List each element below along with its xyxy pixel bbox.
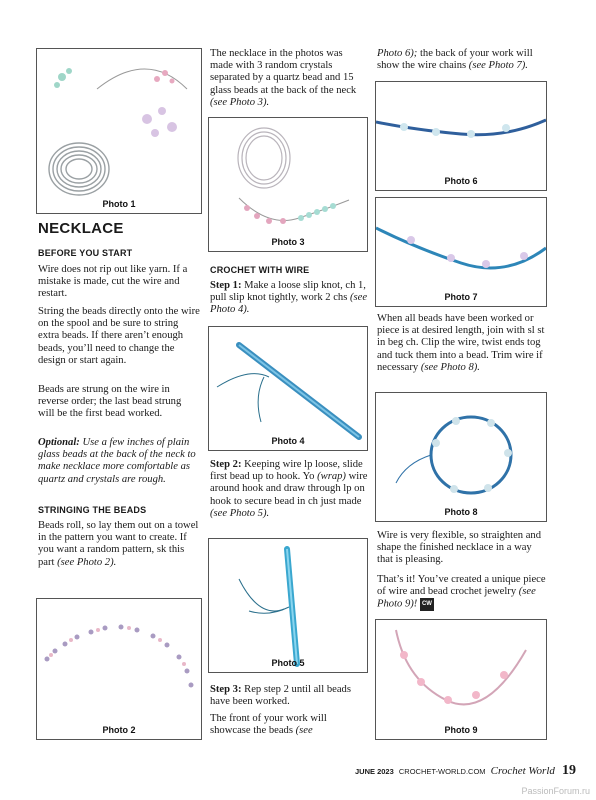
footer-magazine: Crochet World — [490, 765, 555, 777]
section-title: NECKLACE — [38, 220, 124, 237]
photo-9 — [375, 619, 547, 740]
paragraph — [38, 520, 200, 569]
photo-4 — [208, 326, 368, 451]
photo-caption: Photo 7 — [444, 292, 478, 302]
photo-1-image — [37, 49, 201, 213]
join-paragraph — [377, 313, 549, 374]
subhead-crochet: CROCHET WITH WIRE — [210, 265, 310, 275]
step-label: Step 2: — [210, 459, 242, 470]
page-number: 19 — [562, 763, 576, 778]
step-text: wire around hook and draw through lp on hook to secure bead in ch just made — [210, 471, 368, 507]
optional-note — [38, 437, 200, 486]
photo-6 — [375, 81, 547, 191]
para-ref: Photo 6); — [377, 48, 418, 59]
subhead-before: BEFORE YOU START — [38, 248, 133, 258]
step-label: Step 1: — [210, 280, 242, 291]
end-mark-icon: CW — [420, 598, 434, 610]
step-label: Step 3: — [210, 684, 242, 695]
para-ref: (see Photo 2). — [57, 556, 117, 568]
photo-caption: Photo 4 — [271, 436, 305, 446]
photo-9-image — [376, 620, 546, 739]
step-text: Keeping wire lp loose, slide first bead up to hook. Yo — [210, 459, 363, 483]
step-ref: (see Photo 5). — [210, 507, 270, 519]
paragraph: Wire does not rip out like yarn. If a mistake is made, cut the wire and restart. — [38, 264, 188, 300]
subhead-stringing: STRINGING THE BEADS — [38, 505, 147, 515]
para-ref: (see Photo 8). — [420, 361, 480, 373]
para-ref: (see — [295, 725, 313, 737]
intro-paragraph — [210, 48, 368, 109]
para-text: That’s it! You’ve created a unique piece of wire and bead crochet jewelry — [377, 574, 546, 598]
photo-caption: Photo 9 — [444, 725, 478, 735]
photo-7-image — [376, 198, 546, 306]
photo-caption: Photo 8 — [444, 507, 478, 517]
photo-caption: Photo 2 — [102, 725, 136, 735]
photo-1 — [36, 48, 202, 214]
photo-5 — [208, 538, 368, 673]
photo-caption: Photo 3 — [271, 237, 305, 247]
photo-2 — [36, 598, 202, 740]
watermark: PassionForum.ru — [521, 786, 590, 796]
flex-paragraph: Wire is very flexible, so straighten and shape the finished necklace in a way that is pleasing. — [377, 530, 542, 566]
paragraph: Beads are strung on the wire in reverse order; the last bead strung will be the first bead worked. — [38, 384, 182, 420]
photo-caption: Photo 5 — [271, 658, 305, 668]
photo-2-image — [37, 599, 201, 739]
page-footer — [355, 763, 576, 779]
photo-7 — [375, 197, 547, 307]
photo-5-image — [209, 539, 367, 672]
step-3 — [210, 684, 368, 708]
photo-caption: Photo 6 — [444, 176, 478, 186]
para-text: The front of your work will showcase the beads — [210, 713, 327, 737]
step-ref: (wrap) — [317, 471, 346, 483]
step-1 — [210, 280, 368, 317]
footer-date: JUNE 2023 — [354, 767, 394, 776]
para-ref: (see Photo 9)! — [377, 586, 536, 610]
para-text: Beads roll, so lay them out on a towel in the pattern you want to create. If you want a random pattern, sk this part — [38, 520, 199, 568]
optional-label: Optional: — [38, 437, 80, 448]
para-text: the back of your work will show the wire chains — [377, 48, 533, 72]
continuation-paragraph — [377, 48, 549, 72]
photo-8 — [375, 392, 547, 522]
photo-4-image — [209, 327, 367, 450]
photo-caption: Photo 1 — [102, 199, 136, 209]
step-2 — [210, 459, 368, 520]
photo-3 — [208, 117, 368, 252]
front-paragraph — [210, 713, 368, 737]
para-text: The necklace in the photos was made with 3 random crystals separated by a quartz bead and 15 glass beads at the back of the neck — [210, 48, 357, 96]
photo-3-image — [209, 118, 367, 251]
step-ref: (see Photo 4). — [210, 292, 368, 316]
footer-site: CROCHET-WORLD.COM — [398, 767, 486, 776]
para-ref: (see Photo 7). — [468, 60, 528, 72]
done-paragraph — [377, 574, 549, 611]
photo-6-image — [376, 82, 546, 190]
paragraph: String the beads directly onto the wire on the spool and be sure to string extra beads. If there aren’t enough beads, you’ll need to change the design or start again. — [38, 306, 200, 366]
photo-8-image — [376, 393, 546, 521]
step-text: Rep step 2 until all beads have been worked. — [210, 684, 351, 708]
para-text: When all beads have been worked or piece is at desired length, join with sl st in beg ch. Clip the wire, twist ends tog and tuck them into a bead. Trim wire if necessary — [377, 313, 545, 373]
step-text: Make a loose slip knot, ch 1, pull slip knot tightly, work 2 chs — [210, 280, 366, 304]
optional-text: Use a few inches of plain glass beads at the back of the neck to make necklace more comfortable as quartz and crystals are rough. — [38, 437, 196, 485]
para-ref: (see Photo 3). — [210, 96, 270, 108]
